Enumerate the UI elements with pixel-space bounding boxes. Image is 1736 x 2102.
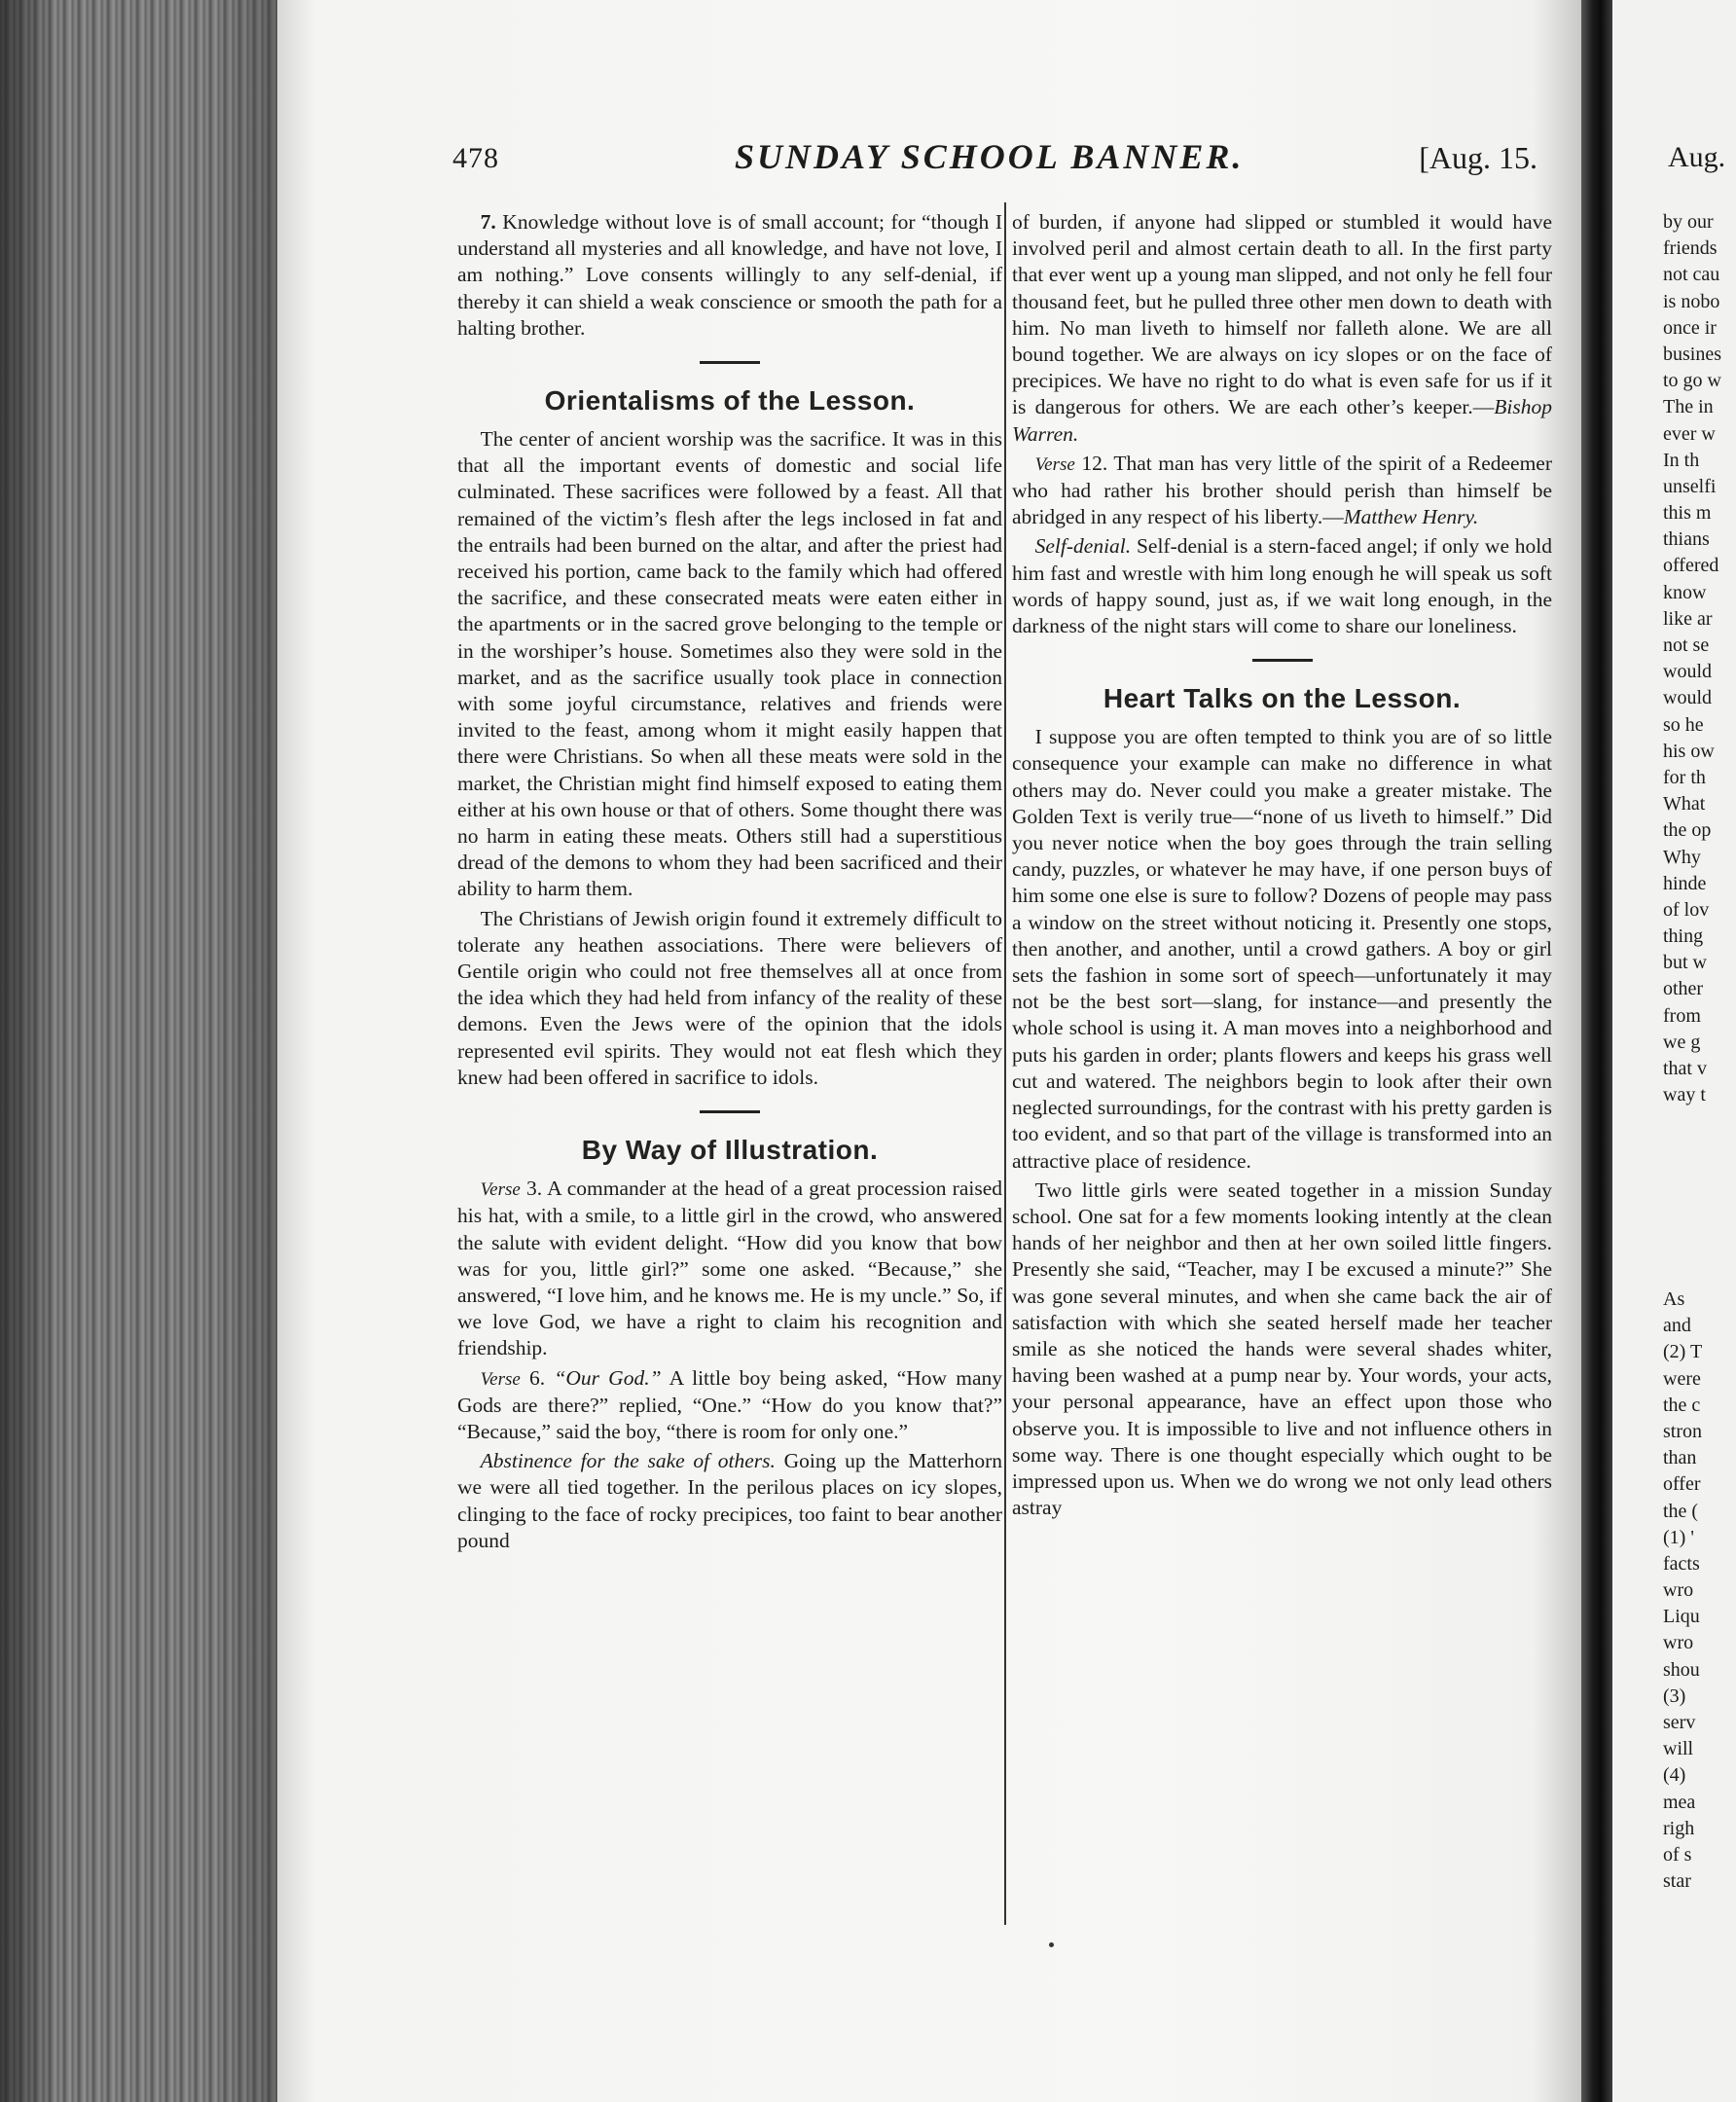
point-7-number: 7. — [480, 210, 496, 234]
heart-talks-paragraph-1: I suppose you are often tempted to think you are of so little consequence your example can make no difference in what others may do. Never could you make a greater mistake. The Golden Text is verily true—“none of us liveth to himself.” Did you never notice when the boy goes through the train selling candy, puzzles, or whatever he may have, if one person buys of him some one else is sure to follow? Dozens of people may pass a window on the street without noticing it. Presently one stops, then another, and another, until a crowd gathers. A boy or girl sets the fashion in some sort of speech—unfortunately it may not be the best sort—slang, for instance—and presently the whole school is using it. A man moves into a neighborhood and puts his garden in order; plants flowers and keeps his grass well cut and watered. The neighbors begin to look after their own neglected surroundings, for the contrast with his pretty garden is too evident, and so that part of the village is transformed into an attractive place of residence. — [1012, 725, 1552, 1173]
next-page-line: way t — [1663, 1084, 1706, 1106]
left-column — [457, 209, 1002, 1554]
next-page-line: facts — [1663, 1552, 1700, 1575]
next-page-line: that v — [1663, 1058, 1707, 1079]
heading-illustration: By Way of Illustration. — [581, 1135, 879, 1166]
abstinence-paragraph — [457, 1448, 1002, 1554]
next-page-line: like ar — [1663, 607, 1713, 630]
heading-heart-talks: Heart Talks on the Lesson. — [1103, 683, 1462, 714]
abstinence-label: Abstinence for the sake of others. — [480, 1449, 776, 1473]
verse-12-text: That man has very little of the spirit of a Redeemer who had rather his brother should perish than himself be abridged in any respect of his liberty.— — [1012, 451, 1553, 529]
continuation-author: Bishop Warren. — [1012, 395, 1552, 446]
next-page-line: Liqu — [1663, 1606, 1700, 1628]
verse-3-text: A commander at the head of a great procession raised his hat, with a smile, to a little girl in the crowd, who answered the salute with evident delight. “How did you know that bow was for you, little girl?” some one asked. “Because,” she answered, “I love him, and he knows me. He is my uncle.” So, if we love God, we have a right to claim his recognition and friendship. — [457, 1177, 1002, 1360]
matterhorn-continuation — [1012, 209, 1552, 448]
point-7 — [457, 209, 1002, 342]
abstinence-text: Going up the Matterhorn we were all tied together. In the perilous places on icy slopes, clinging to the face of rocky precipices, too faint to bear another pound — [457, 1449, 1003, 1552]
next-page-line: hinde — [1663, 872, 1707, 894]
next-page-line: the op — [1663, 819, 1712, 842]
next-page-line: know — [1663, 581, 1707, 603]
next-page-line: friends — [1663, 237, 1718, 260]
next-page-line: of lov — [1663, 898, 1710, 921]
next-page-line: star — [1663, 1870, 1691, 1893]
next-page-line: thing — [1663, 925, 1704, 948]
next-page-line: not se — [1663, 634, 1710, 656]
page-number: 478 — [452, 142, 499, 174]
journal-title: SUNDAY SCHOOL BANNER. — [735, 137, 1245, 176]
next-page-line: his ow — [1663, 740, 1715, 762]
right-column — [1012, 209, 1552, 1521]
next-page-line: In th — [1663, 449, 1700, 471]
next-page-lines-top — [1663, 209, 1736, 1108]
verse-3-paragraph — [457, 1176, 1002, 1361]
point-7-text: Knowledge without love is of small account; for “though I understand all mysteries and all knowledge, and have not love, I am nothing.” Love consents willingly to any self-denial, if thereby it can shield a weak conscience or smooth the path for a halting brother. — [457, 210, 1002, 340]
section-divider — [1252, 659, 1313, 662]
next-page-line: offered — [1663, 555, 1719, 577]
self-denial-paragraph — [1012, 533, 1552, 639]
next-page-line: (3) — [1663, 1685, 1686, 1707]
verse-3-label: Verse — [480, 1179, 521, 1201]
next-page-line: (1) ' — [1663, 1526, 1694, 1548]
verse-6-quote: “Our God.” — [554, 1365, 662, 1390]
next-page-line: ever w — [1663, 422, 1716, 445]
next-page-line: Why — [1663, 846, 1701, 868]
issue-date: [Aug. 15. — [1419, 140, 1537, 175]
next-page-line: thians — [1663, 528, 1710, 551]
next-page-line: of s — [1663, 1843, 1692, 1866]
verse-6-label: Verse — [480, 1368, 521, 1390]
self-denial-label: Self-denial. — [1034, 534, 1132, 559]
next-page-line: the c — [1663, 1394, 1701, 1416]
column-rule — [1004, 202, 1006, 1925]
verse-6-paragraph — [457, 1365, 1002, 1446]
next-page-line: the ( — [1663, 1500, 1699, 1522]
next-page-lines-bottom — [1663, 1287, 1736, 1895]
verse-12-paragraph — [1012, 451, 1552, 531]
next-page-line: this m — [1663, 502, 1712, 525]
verse-6-number: 6. — [529, 1365, 546, 1390]
next-page-line: busines — [1663, 343, 1721, 365]
next-page-line: not cau — [1663, 264, 1720, 286]
verse-6-text: A little boy being asked, “How many Gods are there?” replied, “One.” “How do you know that?” “Because,” said the boy, “there is room for only one.” — [457, 1365, 1003, 1443]
next-page-line: so he — [1663, 713, 1704, 736]
next-page-line: wro — [1663, 1632, 1694, 1654]
next-page-line: wro — [1663, 1579, 1694, 1602]
next-page-line: by our — [1663, 211, 1714, 233]
next-page-line: to go w — [1663, 370, 1721, 392]
self-denial-text: Self-denial is a stern-faced angel; if only we hold him fast and wrestle with him long enough he will speak us soft words of happy sound, just as, if we wait long enough, in the darkness of the night stars will come to share our loneliness. — [1012, 534, 1552, 638]
next-page-line: than — [1663, 1447, 1697, 1469]
verse-3-number: 3. — [526, 1177, 543, 1201]
verse-12-author: Matthew Henry. — [1343, 505, 1479, 529]
continuation-text: of burden, if anyone had slipped or stumbled it would have involved peril and almost certain death to all. In the first party that ever went up a young man slipped, and not only he fell four thousand feet, but he pulled three other men down to death with him. No man liveth to himself nor falleth alone. We are all bound together. We are always on icy slopes or on the face of precipices. We have no right to do what is even safe for us if it is dangerous for others. We are each other’s keeper.— — [1012, 210, 1552, 419]
next-page-line: would — [1663, 661, 1712, 683]
next-page-line: As — [1663, 1288, 1685, 1310]
heading-orientalisms: Orientalisms of the Lesson. — [544, 385, 916, 417]
book-gutter — [1581, 0, 1612, 2102]
next-page-line: (2) T — [1663, 1341, 1703, 1363]
next-page-line: mea — [1663, 1791, 1696, 1813]
next-page-line: shou — [1663, 1658, 1700, 1681]
next-page-line: were — [1663, 1367, 1701, 1390]
next-page-line: for th — [1663, 766, 1706, 788]
next-page-line: unselfi — [1663, 475, 1717, 497]
next-page-line: offer — [1663, 1473, 1701, 1496]
next-page-line: once ir — [1663, 316, 1717, 339]
next-page-line: would — [1663, 687, 1712, 709]
heart-talks-paragraph-2: Two little girls were seated together in a mission Sunday school. One sat for a few moments looking intently at the clean hands of her neighbor and then at her own soiled little fingers. Presently she said, “Teacher, may I be excused a minute?” She was gone several minutes, and when she came back the air of satisfaction with which she seated herself made her teacher smile as she noticed the hands were several shades whiter, having been washed at a pump near by. Your words, your acts, your personal appearance, have an effect upon those who observe you. It is impossible to live and not influence others in some way. There is one thought especially which ought to be impressed upon us. When we do wrong we not only lead others astray — [1012, 1178, 1552, 1520]
next-page-line: from — [1663, 1004, 1701, 1027]
next-page-fragment — [1612, 0, 1736, 2102]
section-divider — [700, 361, 760, 364]
section-divider — [700, 1110, 760, 1113]
spine-shadow — [0, 0, 277, 2102]
next-page-line: stron — [1663, 1420, 1702, 1442]
orientalisms-paragraph-1: The center of ancient worship was the sacrifice. It was in this that all the important events of domestic and social life culminated. These sacrifices were followed by a feast. All that remained of the victim’s flesh after the legs inclosed in fat and the entrails had been burned on the altar, and after the priest had received his portion, came back to the family which had offered the sacrifice, and these consecrated meats were eaten either in the apartments or in the sacred grove belonging to the temple or in the worshiper’s house. Sometimes also they were sold in the market, and as the sacrifice usually took place in connection with some joyful circumstance, relatives and friends were invited to the feast, among whom it might easily happen that there were Christians. So when all these meats were sold in the market, the Christian might find himself exposed to eating them either at his own house or that of others. Some thought there was no harm in eating these meats. Others still had a superstitious dread of the demons to whom they had been sacrificed and their ability to harm them. — [457, 427, 1002, 901]
next-page-line: and — [1663, 1315, 1691, 1337]
verse-12-number: 12. — [1081, 451, 1108, 475]
next-page-line: (4) — [1663, 1764, 1686, 1787]
orientalisms-paragraph-2: The Christians of Jewish origin found it extremely difficult to tolerate any heathen associations. There were believers of Gentile origin who could not free themselves all at once from the idea which they had held from infancy of the reality of these demons. Even the Jews were of the opinion that the idols represented evil spirits. They would not eat flesh which they knew had been offered in sacrifice to idols. — [457, 906, 1002, 1089]
next-page-line: other — [1663, 978, 1704, 1000]
next-page-line: righ — [1663, 1817, 1695, 1839]
next-page-header: Aug. — [1668, 141, 1726, 173]
next-page-line: serv — [1663, 1712, 1696, 1733]
next-page-line: is nobo — [1663, 290, 1720, 312]
ink-speck — [1049, 1942, 1054, 1947]
running-head — [452, 136, 1537, 185]
next-page-line: will — [1663, 1738, 1694, 1760]
next-page-line: but w — [1663, 952, 1707, 974]
next-page-line: The in — [1663, 396, 1714, 418]
next-page-line: we g — [1663, 1031, 1701, 1053]
next-page-line: What — [1663, 793, 1706, 815]
verse-12-label: Verse — [1034, 453, 1075, 475]
